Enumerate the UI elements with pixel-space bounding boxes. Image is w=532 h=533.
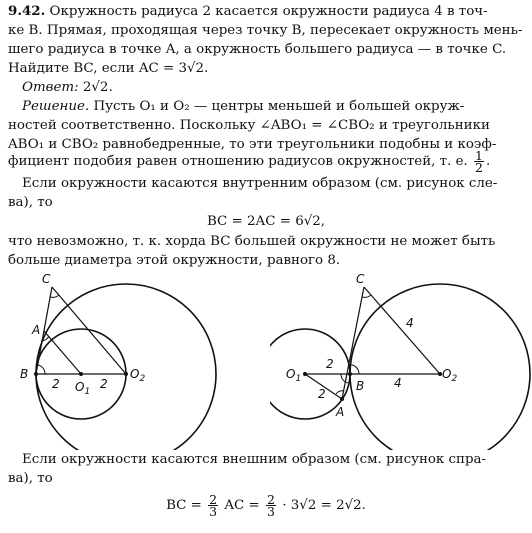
length-O1A: 2 [318,387,326,401]
length-r1: 2 [52,377,60,391]
label-O2: $O_2$ [442,367,458,384]
length-r2: 2 [100,377,108,391]
length-O1B: 2 [326,357,334,371]
figure-internal-tangency [0,270,260,450]
answer-value: 2√2. [82,80,113,95]
equation-1: BC = 2AC = 6√2, [206,214,326,229]
internal-line-4: больше диаметра этой окружности, равного 8. [8,253,341,268]
solution-line-4: фициент подобия равен отношению радиусов окружностей, т. е. $\frac{1}{2}$ . [8,148,491,175]
ratio-fraction: $\frac{1}{2}$ [475,148,483,175]
problem-line-2: ке B. Прямая, проходящая через точку B, пересекает окружность мень- [8,23,523,38]
problem-number: 9.42. [8,3,46,19]
problem-line-4: Найдите BC, если AC = 3√2. [8,61,209,76]
point-O1 [303,372,307,376]
external-line-2: ва), то [8,471,53,486]
label-B: B [356,379,365,393]
point-O2 [124,372,128,376]
label-A: A [336,405,345,419]
figure-external-tangency [270,270,532,450]
answer-label: Ответ: [22,80,79,95]
equation-2: BC = $\frac{2}{3}$ AC = $\frac{2}{3}$ · 3√2 = 2√2. [166,492,366,519]
solution-line-3: ABO₁ и CBO₂ равнобедренные, то эти треугольники подобны и коэф- [8,137,497,152]
label-O1: $O_1$ [75,380,91,397]
answer-line [22,78,113,97]
point-A [340,397,344,401]
external-line-1: Если окружности касаются внешним образом (см. рисунок спра- [22,452,487,467]
large-circle [350,284,530,450]
point-O1 [79,372,83,376]
solution-line-1: Решение. Пусть O₁ и O₂ — центры меньшей и большей окруж- [22,99,465,114]
label-C: C [356,272,365,286]
line-C-O2 [52,287,126,374]
label-C: C [42,272,51,286]
length-O2C: 4 [406,316,414,330]
point-B [348,372,352,376]
internal-line-2: ва), то [8,195,53,210]
internal-line-1: Если окружности касаются внутренним образом (см. рисунок сле- [22,176,498,191]
angle-arc-C [362,295,371,297]
angle-arc-B [38,365,45,374]
solution-label: Решение. [22,99,90,114]
length-BO2: 4 [394,376,402,390]
label-B: B [20,367,29,381]
label-O1: $O_1$ [286,367,302,384]
problem-line-1: 9.42. Окружность радиуса 2 касается окружности радиуса 4 в точ- [8,3,488,19]
point-B [34,372,38,376]
angle-arc-C [50,295,59,297]
internal-line-3: что невозможно, т. к. хорда BC большей окружности не может быть [8,234,496,249]
label-A: A [32,323,41,337]
label-O2: $O_2$ [130,367,146,384]
line-C-O2 [364,287,440,374]
line-A-O1 [44,331,81,374]
problem-line-3: шего радиуса в точке A, а окружность большего радиуса — в точке C. [8,42,507,57]
solution-line-2: ностей соответственно. Поскольку ∠ABO₁ = ∠CBO₂ и треугольники [8,118,490,133]
